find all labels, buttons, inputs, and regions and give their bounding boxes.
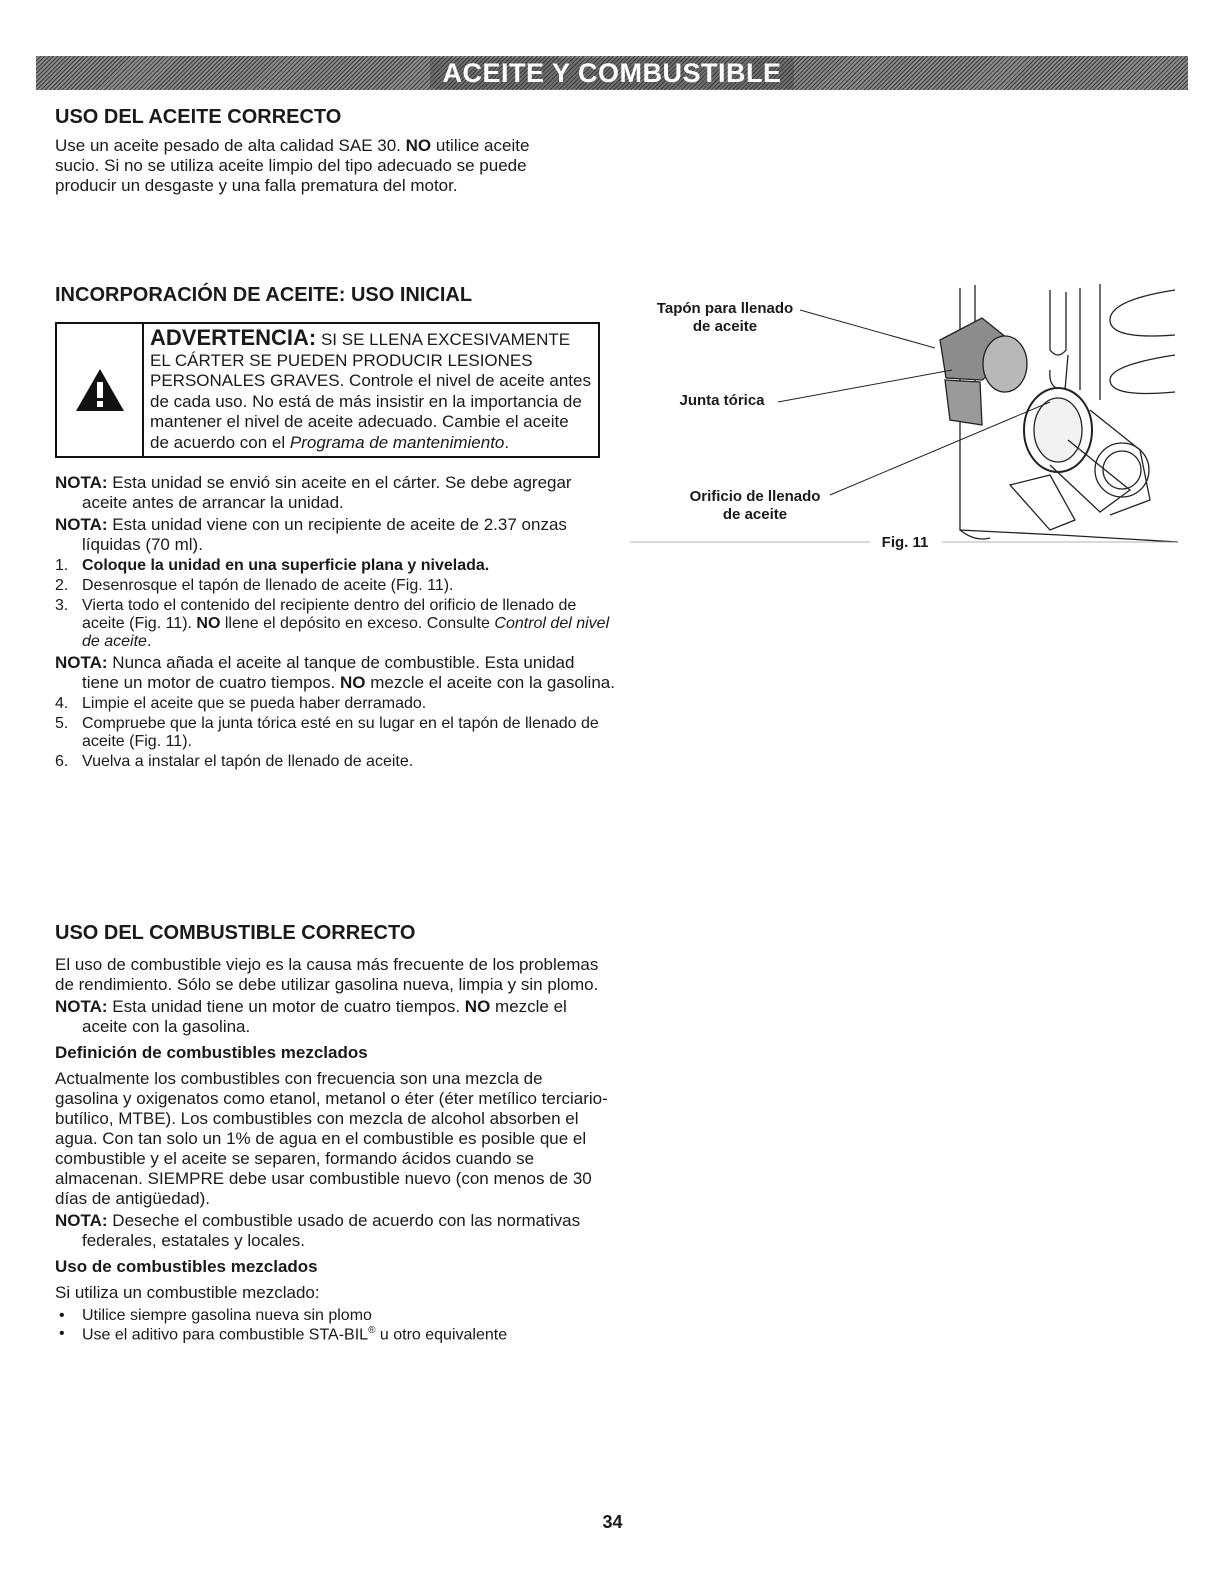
text-span: Esta unidad tiene un motor de cuatro tiempos. [112,997,461,1016]
text-span: Deseche el combustible usado de acuerdo con las normativas federales, estatales y locales. [82,1211,581,1250]
label-oil-fill-hole [675,488,835,524]
paragraph-combustible: El uso de combustible viejo es la causa más frecuente de los problemas de rendimiento. Sólo se debe utilizar gasolina nueva, limpia y sin plomo. [55,955,599,994]
nota-label: NOTA: [55,473,108,492]
label-line: Orificio de llenado [689,488,821,505]
step-number: 3. [55,597,69,614]
note-3 [55,653,615,693]
step-number: 1. [55,557,69,574]
step-number: 2. [55,577,69,594]
text-span: . [146,633,152,650]
label-o-ring: Junta tórica [679,392,765,409]
figure-caption: Fig. 11 [872,534,938,552]
nota-label: NOTA: [55,653,108,672]
bullet-dot: • [59,1307,65,1324]
nota-label: NOTA: [55,515,108,534]
text-span: utilice aceite sucio. Si no se utiliza aceite limpio del tipo adecuado se puede producir un desgaste y una falla prematura del motor. [55,136,530,195]
step-number: 6. [55,753,69,770]
step-3 [55,597,615,651]
section-banner [36,56,1188,90]
label-line: Tapón para llenado [656,300,794,317]
step-2 [55,577,615,595]
step-text: Compruebe que la junta tórica esté en su lugar en el tapón de llenado de aceite (Fig. 11). [82,715,599,750]
text-span: mezcle el aceite con la gasolina. [82,997,567,1036]
step-5 [55,715,615,751]
text-span: Use un aceite pesado de alta calidad SAE 30. [55,136,401,155]
heading-uso-aceite: USO DEL ACEITE CORRECTO [55,106,342,128]
text-span: . [504,432,510,452]
note-fuel-1 [55,997,610,1037]
step-text [82,597,615,651]
label-line: de aceite [722,506,788,523]
nota-label: NOTA: [55,1211,108,1230]
banner-title: ACEITE Y COMBUSTIBLE [430,58,793,89]
emphasis-no: NO [464,997,491,1016]
page-number: 34 [602,1512,623,1532]
note-1 [55,473,615,513]
paragraph-si-utiliza: Si utiliza un combustible mezclado: [55,1283,320,1302]
text-span: llene el depósito en exceso. Consulte [224,615,490,632]
emphasis-no: NO [405,136,432,155]
warning-body: Controle el nivel de aceite antes de cada uso. No está de más insistir en la importancia de mantener el nivel de aceite adecuado. Cambie el aceite de acuerdo con el [150,371,591,452]
emphasis-no: NO [196,615,221,632]
heading-uso-combustible: USO DEL COMBUSTIBLE CORRECTO [55,922,416,944]
paragraph-uso-aceite [55,136,575,196]
step-text: Desenrosque el tapón de llenado de aceite (Fig. 11). [82,577,454,594]
note-fuel-2 [55,1211,610,1251]
bullet-text: Utilice siempre gasolina nueva sin plomo [82,1307,372,1324]
paragraph-mezclados: Actualmente los combustibles con frecuencia son una mezcla de gasolina y oxigenatos como etanol, metanol o éter (éter metílico terciario-butílico, MTBE). Los combustibles con mezcla de alcohol absorben el agua. Con tan solo un 1% de agua en el combustible es posible que el combustible y el aceite se separen, formando ácidos cuando se almacenan. SIEMPRE debe usar combustible nuevo (con menos de 30 días de antigüedad). [55,1069,608,1208]
instructions-list [55,473,615,773]
text-span: u otro equivalente [379,1326,508,1344]
warning-icon-cell [57,324,144,456]
step-6 [55,753,615,771]
registered-mark: ® [368,1325,376,1336]
warning-box [55,322,600,458]
step-number: 4. [55,695,69,712]
heading-incorporacion-aceite: INCORPORACIÓN DE ACEITE: USO INICIAL [55,284,473,306]
text-span: Esta unidad se envió sin aceite en el cárter. Se debe agregar aceite antes de arrancar la unidad. [82,473,572,512]
bullet-text [82,1325,507,1344]
bullet-item-2 [55,1325,610,1344]
reference-italic: Control del nivel de aceite [82,615,610,650]
fuel-section-body [55,955,610,1344]
step-text: Vuelva a instalar el tapón de llenado de aceite. [82,753,414,770]
subheading-uso-mezclados: Uso de combustibles mezclados [55,1257,318,1276]
warning-text [144,324,598,456]
bullet-item-1 [55,1307,610,1325]
nota-label: NOTA: [55,997,108,1016]
text-span: Use el aditivo para combustible STA-BIL [82,1326,369,1344]
bullet-dot: • [59,1325,65,1342]
warning-triangle-icon [74,367,126,413]
text-span: mezcle el aceite con la gasolina. [370,673,615,692]
label-oil-cap [645,300,805,336]
warning-body-italic: Programa de mantenimiento [289,432,505,452]
subheading-definicion: Definición de combustibles mezclados [55,1043,368,1062]
step-4 [55,695,615,713]
step-text: Limpie el aceite que se pueda haber derramado. [82,695,427,712]
text-span: Esta unidad viene con un recipiente de aceite de 2.37 onzas líquidas (70 ml). [82,515,567,554]
note-2 [55,515,615,555]
text-span: Nunca añada el aceite al tanque de combustible. Esta unidad tiene un motor de cuatro tiempos. [82,653,575,692]
label-line: de aceite [692,318,758,335]
text-span: Vierta todo el contenido del recipiente dentro del orificio de llenado de aceite (Fig. 11). [82,597,577,632]
warning-heading-text: SI SE LLENA EXCESIVAMENTE EL CÁRTER SE PUEDEN PRODUCIR LESIONES PERSONALES GRAVES. [150,330,571,390]
step-text: Coloque la unidad en una superficie plana y nivelada. [82,557,490,574]
emphasis-no: NO [339,673,366,692]
step-1 [55,557,615,575]
step-number: 5. [55,715,69,732]
warning-heading: ADVERTENCIA: [150,325,317,350]
